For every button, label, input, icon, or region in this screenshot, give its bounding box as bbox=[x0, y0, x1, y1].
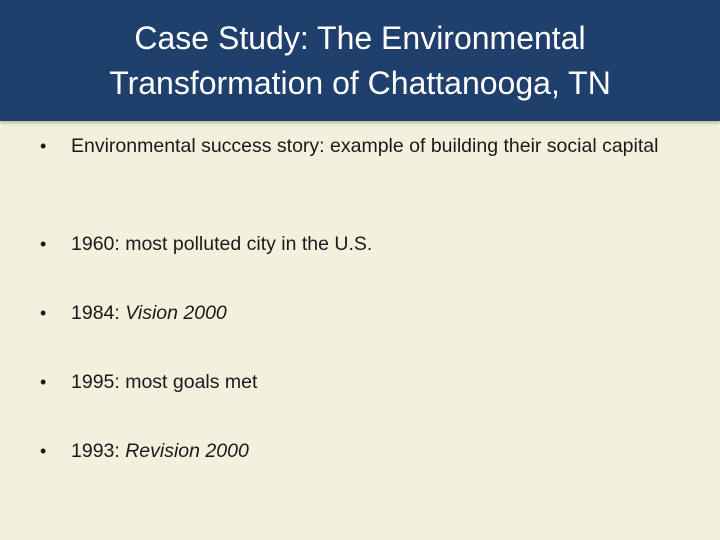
bullet-icon: • bbox=[40, 441, 47, 461]
bullet-item bbox=[40, 437, 680, 466]
bullet-item bbox=[40, 230, 680, 259]
bullet-italic-text: Revision 2000 bbox=[125, 440, 249, 462]
bullet-text: Environmental success story: example of building their social capital bbox=[71, 135, 659, 157]
bullet-prefix: 1984: bbox=[71, 302, 126, 324]
bullet-item bbox=[40, 299, 680, 328]
bullet-icon: • bbox=[40, 303, 47, 323]
bullet-item bbox=[40, 368, 680, 397]
bullet-icon: • bbox=[40, 234, 47, 254]
bullet-text bbox=[71, 437, 680, 466]
bullet-text: 1960: most polluted city in the U.S. bbox=[71, 233, 373, 255]
slide-title-line-2: Transformation of Chattanooga, TN bbox=[109, 64, 611, 101]
bullet-italic-text: Vision 2000 bbox=[125, 302, 227, 324]
bullet-icon: • bbox=[40, 136, 47, 156]
bullet-item bbox=[40, 132, 680, 161]
slide-title-line-1: Case Study: The Environmental bbox=[134, 19, 586, 56]
bullet-prefix: 1993: bbox=[71, 440, 126, 462]
bullet-icon: • bbox=[40, 372, 47, 392]
bullet-text bbox=[71, 299, 680, 328]
bullet-text: 1995: most goals met bbox=[71, 371, 258, 393]
